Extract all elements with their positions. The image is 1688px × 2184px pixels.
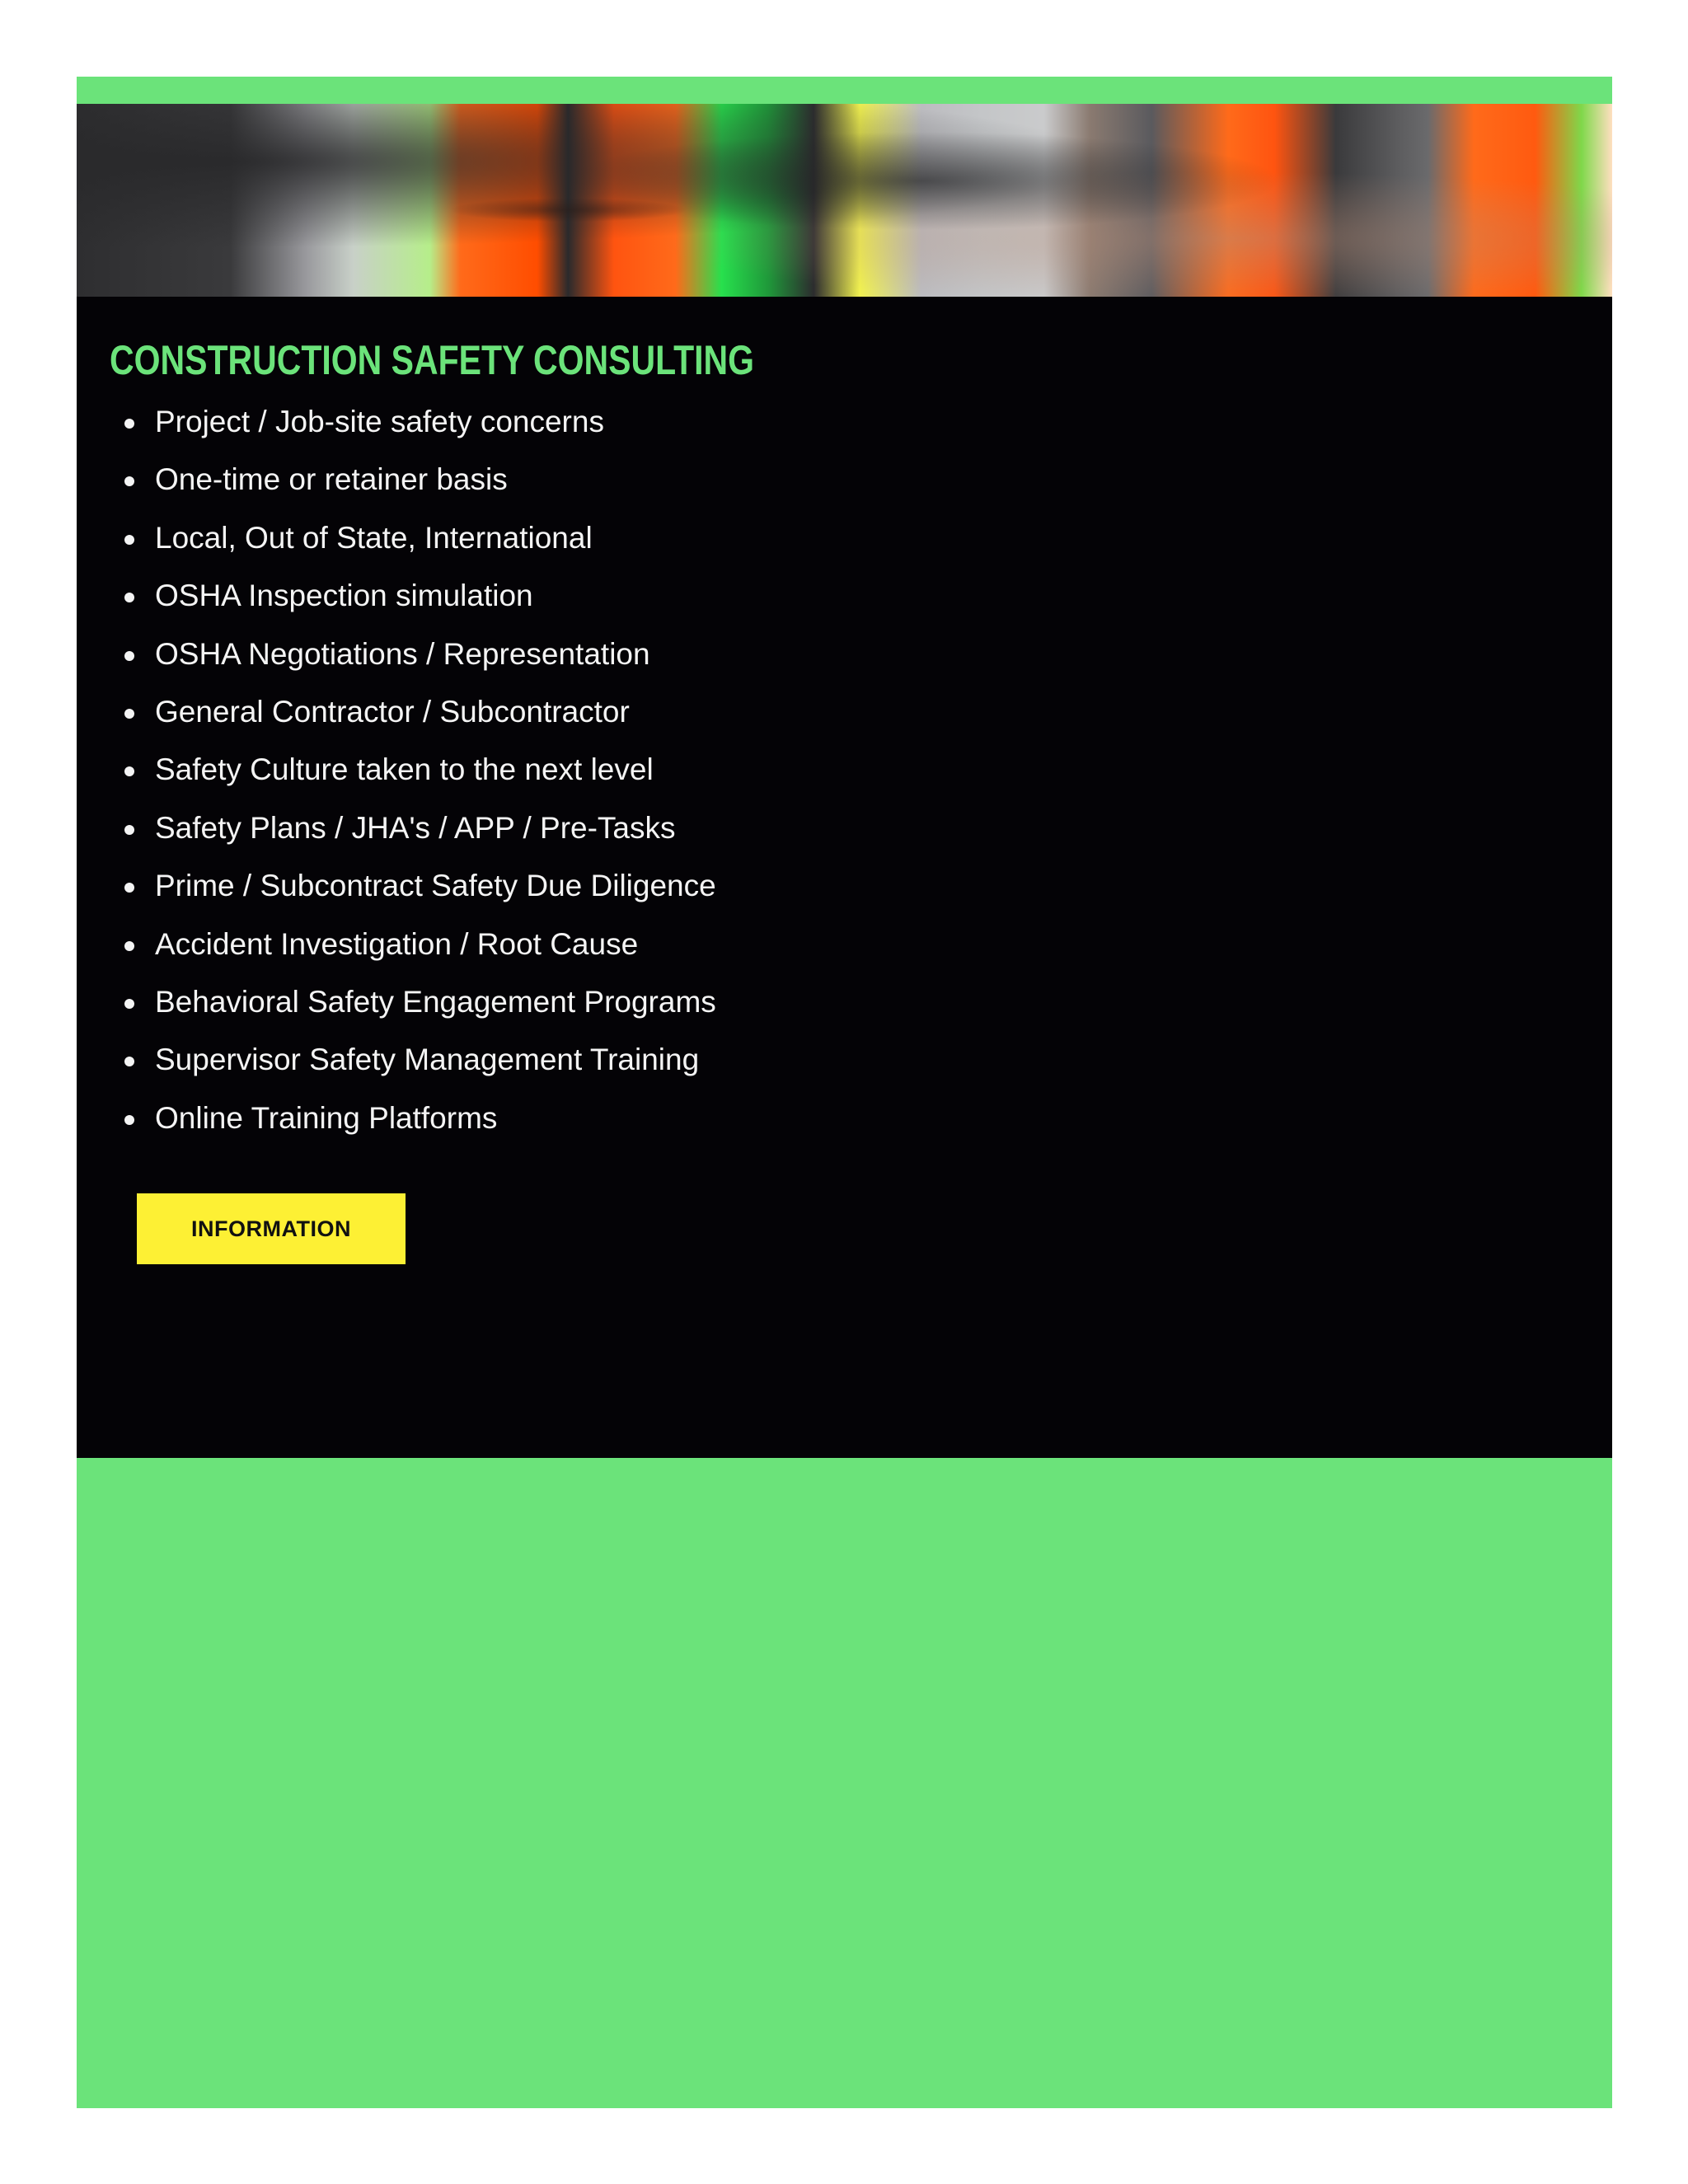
list-item-text: Project / Job-site safety concerns [155,405,604,438]
bullet-icon [124,883,134,893]
green-footer-area [77,1458,1612,2108]
list-item-text: General Contractor / Subcontractor [155,694,630,729]
bullet-icon [124,825,134,835]
bullet-icon [124,593,134,602]
bullet-icon [124,535,134,545]
bullet-icon [124,419,134,429]
bullet-icon [124,941,134,951]
bullet-icon [124,766,134,776]
list-item-text: Online Training Platforms [155,1100,498,1135]
bullet-icon [124,651,134,661]
services-list [155,402,716,1156]
list-item-text: Prime / Subcontract Safety Due Diligence [155,869,716,903]
section-title: CONSTRUCTION SAFETY CONSULTING [110,337,755,383]
list-item [155,866,716,924]
list-item [155,576,716,634]
list-item [155,635,716,692]
list-item [155,402,716,460]
list-item [155,982,716,1040]
list-item [155,1040,716,1098]
list-item-text: Behavioral Safety Engagement Programs [155,984,716,1019]
list-item-text: Safety Culture taken to the next level [155,752,654,787]
list-item-text: Local, Out of State, International [155,520,593,555]
list-item-text: Supervisor Safety Management Training [155,1043,700,1077]
list-item [155,518,716,576]
list-item [155,750,716,808]
list-item-text: Safety Plans / JHA's / APP / Pre-Tasks [155,810,676,845]
services-panel [77,297,1612,1458]
bullet-icon [124,1115,134,1125]
list-item-text: OSHA Negotiations / Representation [155,636,650,671]
hero-image [77,104,1612,297]
page-frame [77,77,1612,2108]
bullet-icon [124,1057,134,1066]
list-item [155,808,716,866]
bullet-icon [124,476,134,486]
list-item [155,692,716,750]
bullet-icon [124,709,134,719]
list-item [155,1099,716,1156]
list-item-text: OSHA Inspection simulation [155,579,533,613]
list-item [155,460,716,518]
information-button[interactable]: INFORMATION [137,1193,406,1264]
list-item-text: One-time or retainer basis [155,462,508,497]
list-item-text: Accident Investigation / Root Cause [155,926,639,961]
top-accent-strip [77,77,1612,104]
bullet-icon [124,999,134,1009]
list-item [155,925,716,982]
